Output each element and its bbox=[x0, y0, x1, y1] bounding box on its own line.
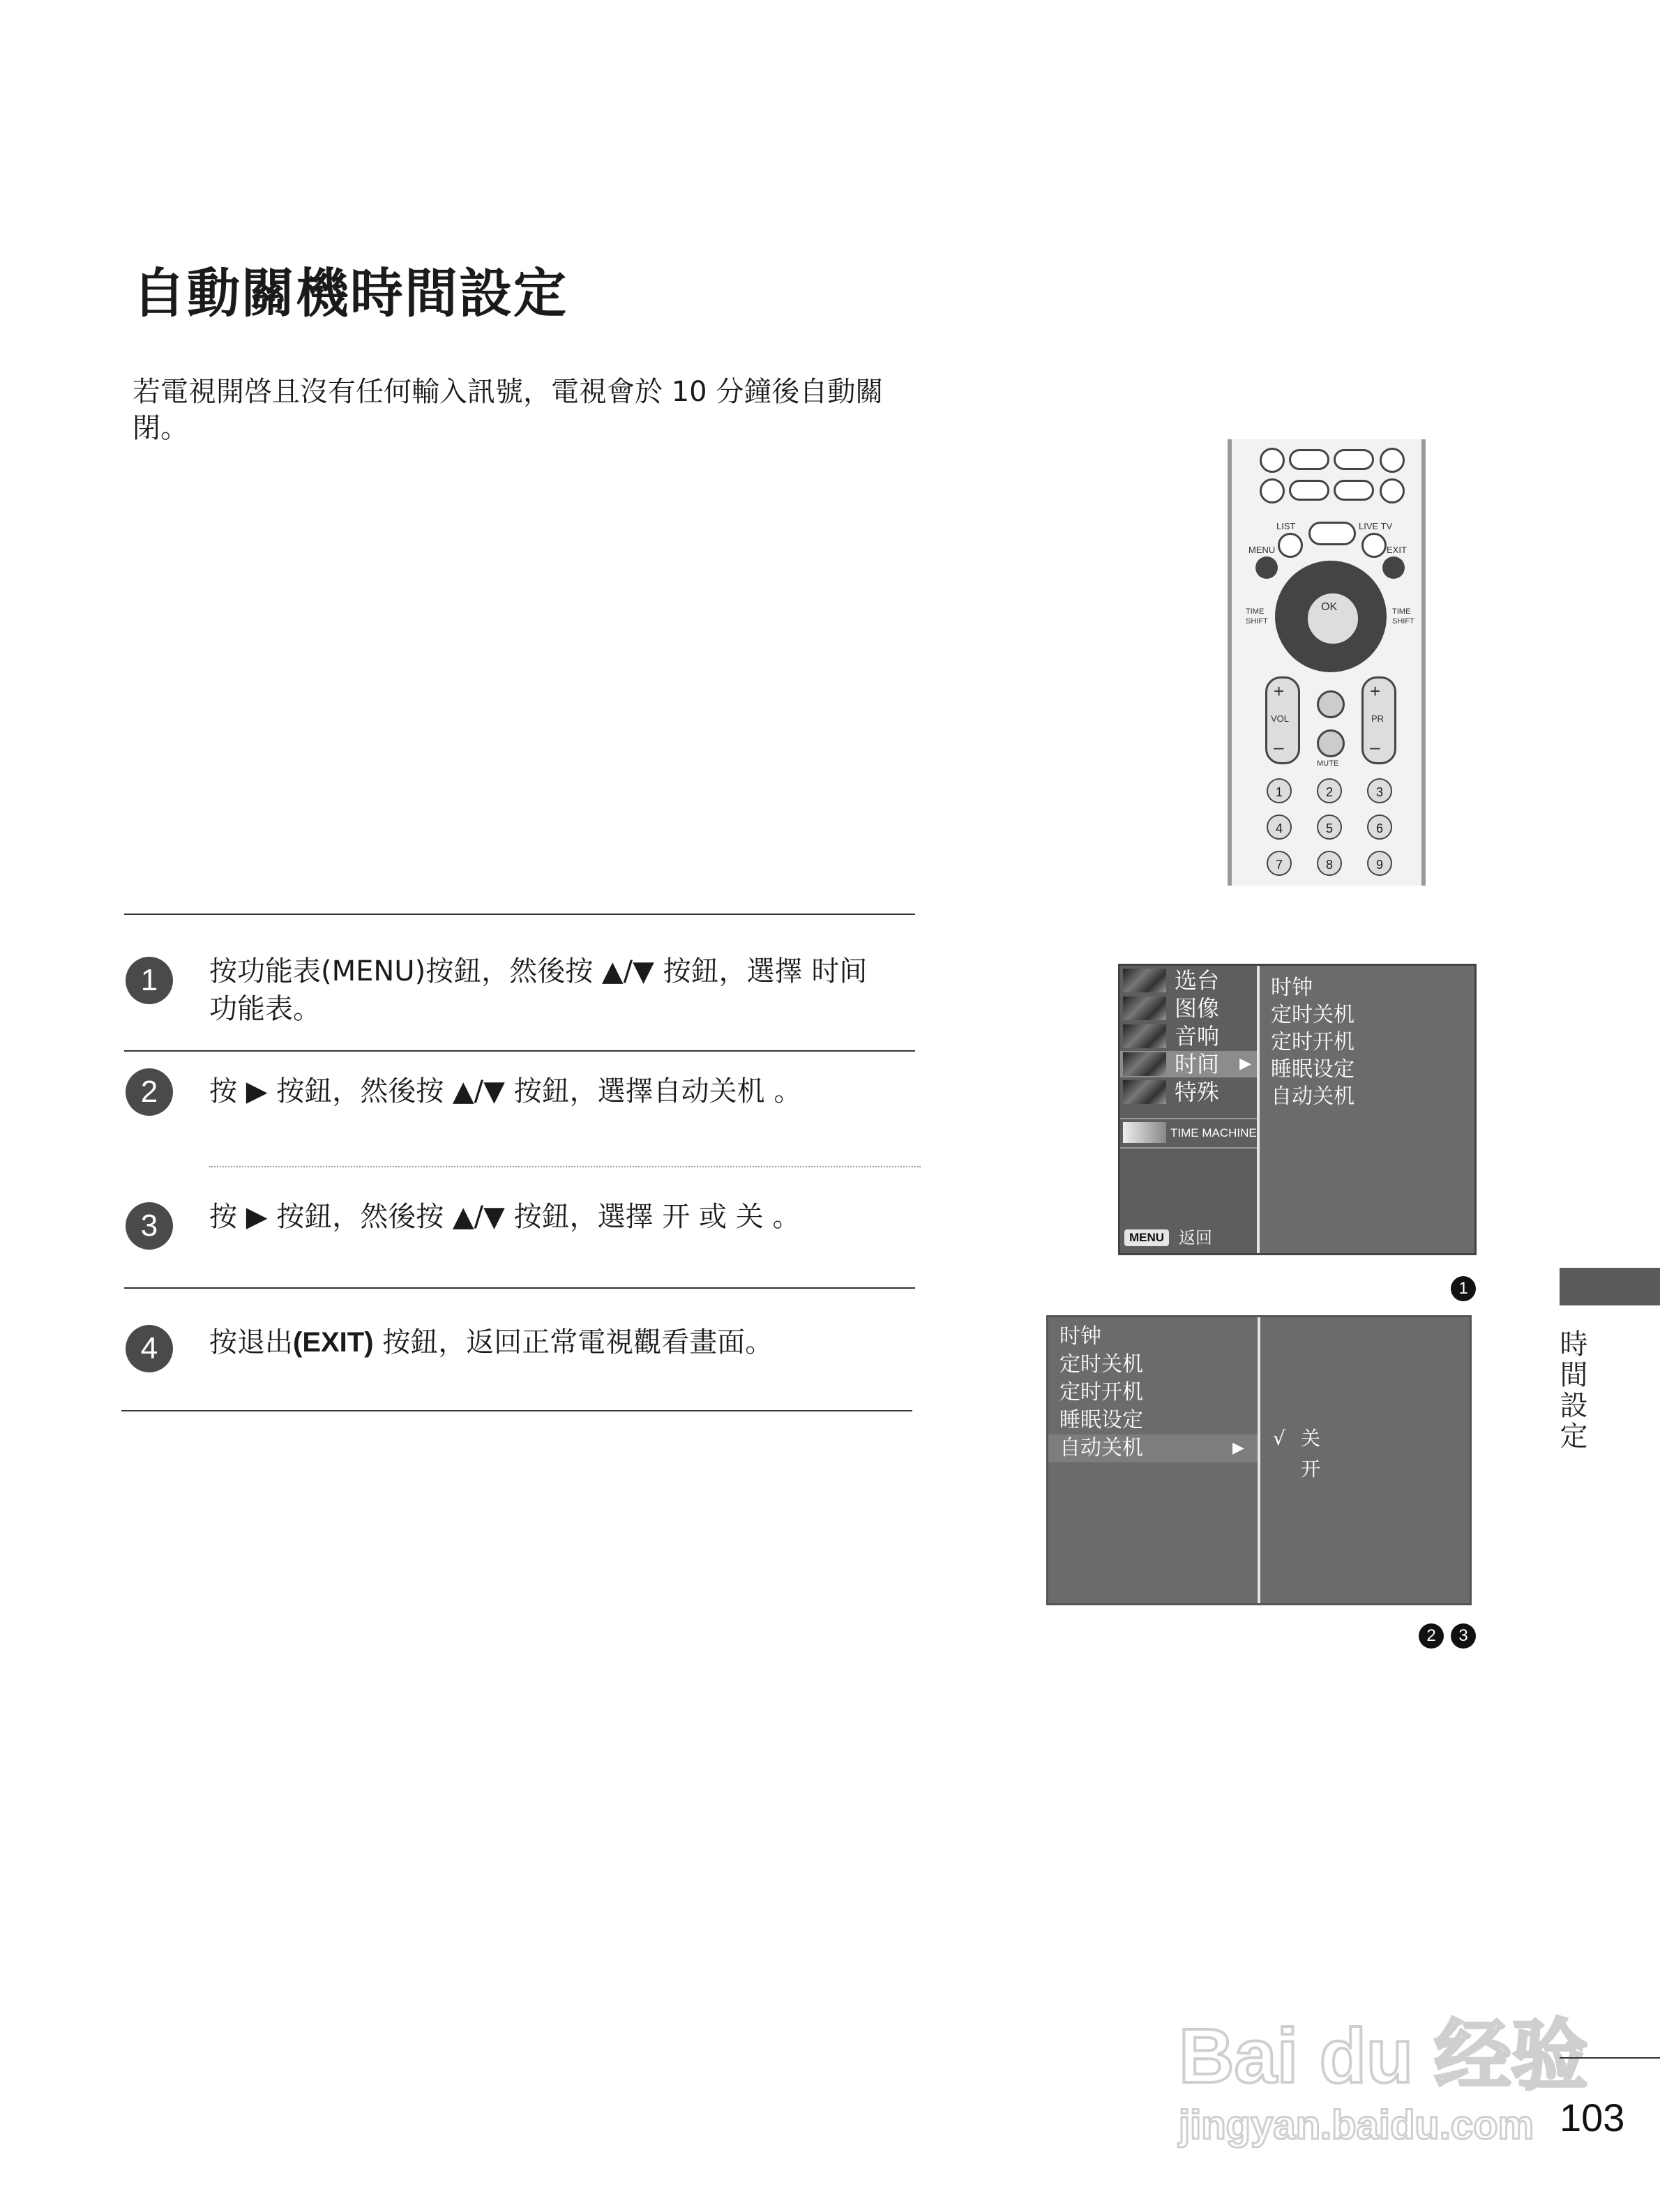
back-hint: 返回 bbox=[1179, 1228, 1212, 1248]
program-plus-label: + bbox=[1370, 681, 1381, 702]
time-shift-left-label: TIME SHIFT bbox=[1246, 607, 1268, 626]
menu-thumbnail bbox=[1123, 997, 1166, 1020]
menu-thumbnail bbox=[1123, 1052, 1166, 1076]
menu-thumbnail bbox=[1123, 969, 1166, 992]
skip-back-button bbox=[1260, 478, 1285, 503]
page-number-rule bbox=[1560, 2057, 1660, 2059]
mute-label: MUTE bbox=[1317, 759, 1339, 768]
submenu-item-off-timer: 定时关机 bbox=[1271, 1003, 1355, 1027]
step-2-text: 按 ▶ 按鈕，然後按 ▲/▼ 按鈕，選擇自动关机 。 bbox=[209, 1075, 802, 1107]
record-button bbox=[1380, 448, 1405, 473]
pause-button bbox=[1334, 449, 1374, 470]
step-1-text bbox=[209, 953, 921, 1028]
fast-forward-button bbox=[1334, 480, 1374, 501]
ok-label: OK bbox=[1321, 601, 1338, 613]
step-4-prefix: 按退出 bbox=[209, 1326, 293, 1358]
menu-item-station bbox=[1120, 967, 1257, 994]
menu-thumbnail bbox=[1123, 1122, 1166, 1143]
figure-badge-2: 2 bbox=[1419, 1623, 1444, 1649]
program-minus-label: – bbox=[1370, 736, 1380, 757]
number-button-6: 6 bbox=[1367, 815, 1392, 840]
number-button-5: 5 bbox=[1317, 815, 1342, 840]
submenu-item-on-timer: 定时开机 bbox=[1271, 1030, 1355, 1054]
volume-minus-label: – bbox=[1274, 736, 1284, 757]
submenu-arrow-icon: ▶ bbox=[1239, 1055, 1251, 1073]
step-4-text bbox=[209, 1324, 921, 1361]
ok-button bbox=[1306, 591, 1360, 646]
menu-item-auto-off: 自动关机 bbox=[1059, 1436, 1143, 1460]
watermark-logo-text: Bai du 经验 bbox=[1179, 2013, 1588, 2099]
number-button-9: 9 bbox=[1367, 851, 1392, 876]
menu-item-on-timer: 定时开机 bbox=[1059, 1380, 1143, 1404]
step-1-line-2: 功能表。 bbox=[209, 993, 321, 1025]
rewind-button bbox=[1289, 480, 1329, 501]
volume-plus-label: + bbox=[1274, 681, 1285, 702]
submenu-item-auto-off: 自动关机 bbox=[1271, 1084, 1355, 1109]
live-tv-label: LIVE TV bbox=[1359, 521, 1393, 531]
menu-item-picture bbox=[1120, 995, 1257, 1022]
figure-badge-1: 1 bbox=[1451, 1276, 1476, 1301]
menu-item-off-timer: 定时关机 bbox=[1059, 1352, 1143, 1377]
option-off: 关 bbox=[1301, 1427, 1321, 1450]
submenu-arrow-icon: ▶ bbox=[1232, 1439, 1244, 1457]
step-number-4: 4 bbox=[126, 1325, 173, 1372]
exit-label: EXIT bbox=[1387, 545, 1407, 555]
divider bbox=[121, 1410, 912, 1411]
menu-item-label: TIME MACHINE bbox=[1170, 1126, 1257, 1139]
number-button-4: 4 bbox=[1267, 815, 1292, 840]
exit-button bbox=[1382, 556, 1405, 579]
option-on: 开 bbox=[1301, 1457, 1321, 1480]
submenu-item-sleep: 睡眠设定 bbox=[1271, 1057, 1355, 1082]
dotted-divider bbox=[209, 1166, 921, 1167]
mute-button bbox=[1317, 729, 1345, 757]
menu-thumbnail bbox=[1123, 1024, 1166, 1048]
page-title: 自動關機時間設定 bbox=[133, 262, 568, 324]
live-tv-button bbox=[1361, 533, 1387, 558]
step-4-suffix: 按鈕，返回正常電視觀看畫面。 bbox=[373, 1326, 774, 1358]
menu-label: MENU bbox=[1248, 545, 1276, 555]
menu-item-label: 选台 bbox=[1175, 967, 1220, 994]
step-number-1: 1 bbox=[126, 957, 173, 1004]
play-button bbox=[1289, 449, 1329, 470]
intro-paragraph: 若電視開啓且沒有任何輸入訊號，電視會於 10 分鐘後自動關閉。 bbox=[133, 376, 884, 444]
stop-button bbox=[1260, 448, 1285, 473]
number-button-7: 7 bbox=[1267, 851, 1292, 876]
step-1-line-1: 按功能表(MENU)按鈕，然後按 ▲/▼ 按鈕，選擇 时间 bbox=[209, 955, 868, 987]
baidu-watermark bbox=[1179, 1953, 1588, 2176]
section-tab-label: 時間設定 bbox=[1555, 1329, 1587, 1452]
tv-menu-screenshot-2 bbox=[1046, 1315, 1472, 1605]
menu-item-label: 特殊 bbox=[1175, 1079, 1220, 1105]
list-button bbox=[1278, 533, 1303, 558]
menu-item-label: 图像 bbox=[1175, 995, 1220, 1022]
number-button-3: 3 bbox=[1367, 778, 1392, 803]
step-number-2: 2 bbox=[126, 1068, 173, 1116]
number-button-2: 2 bbox=[1317, 778, 1342, 803]
fav-mark-button bbox=[1317, 690, 1345, 718]
figure-badge-3: 3 bbox=[1451, 1623, 1476, 1649]
menu-item-time-selected bbox=[1120, 1051, 1257, 1077]
section-tab-bar bbox=[1560, 1268, 1660, 1305]
menu-item-time-machine bbox=[1120, 1118, 1257, 1149]
skip-forward-button bbox=[1380, 478, 1405, 503]
volume-label: VOL bbox=[1271, 713, 1290, 724]
list-label: LIST bbox=[1276, 521, 1296, 531]
main-menu-column bbox=[1120, 966, 1260, 1253]
step-4-exit-label: (EXIT) bbox=[293, 1327, 374, 1358]
divider bbox=[124, 1050, 915, 1052]
tv-menu-screenshot-1 bbox=[1118, 964, 1477, 1255]
watermark-url: jingyan.baidu.com bbox=[1179, 2103, 1534, 2148]
time-machine-button bbox=[1308, 522, 1356, 545]
menu-item-clock: 时钟 bbox=[1059, 1324, 1101, 1349]
number-button-1: 1 bbox=[1267, 778, 1292, 803]
remote-control-illustration bbox=[1228, 439, 1426, 886]
divider bbox=[124, 1287, 915, 1289]
check-icon: √ bbox=[1273, 1427, 1285, 1450]
program-label: PR bbox=[1371, 713, 1384, 724]
menu-item-label: 时间 bbox=[1175, 1051, 1220, 1077]
menu-item-sleep: 睡眠设定 bbox=[1059, 1408, 1143, 1432]
menu-button bbox=[1255, 556, 1278, 579]
page-number: 103 bbox=[1560, 2096, 1625, 2139]
step-3-text: 按 ▶ 按鈕，然後按 ▲/▼ 按鈕，選擇 开 或 关 。 bbox=[209, 1201, 801, 1233]
menu-thumbnail bbox=[1123, 1080, 1166, 1104]
menu-item-audio bbox=[1120, 1023, 1257, 1050]
time-shift-right-label: TIME SHIFT bbox=[1392, 607, 1414, 626]
number-button-8: 8 bbox=[1317, 851, 1342, 876]
divider bbox=[124, 914, 915, 915]
menu-key-tag: MENU bbox=[1124, 1229, 1169, 1246]
submenu-item-clock: 时钟 bbox=[1271, 976, 1313, 1000]
menu-item-special bbox=[1120, 1079, 1257, 1105]
menu-item-label: 音响 bbox=[1175, 1023, 1220, 1050]
step-number-3: 3 bbox=[126, 1202, 173, 1250]
column-divider bbox=[1258, 1317, 1260, 1603]
